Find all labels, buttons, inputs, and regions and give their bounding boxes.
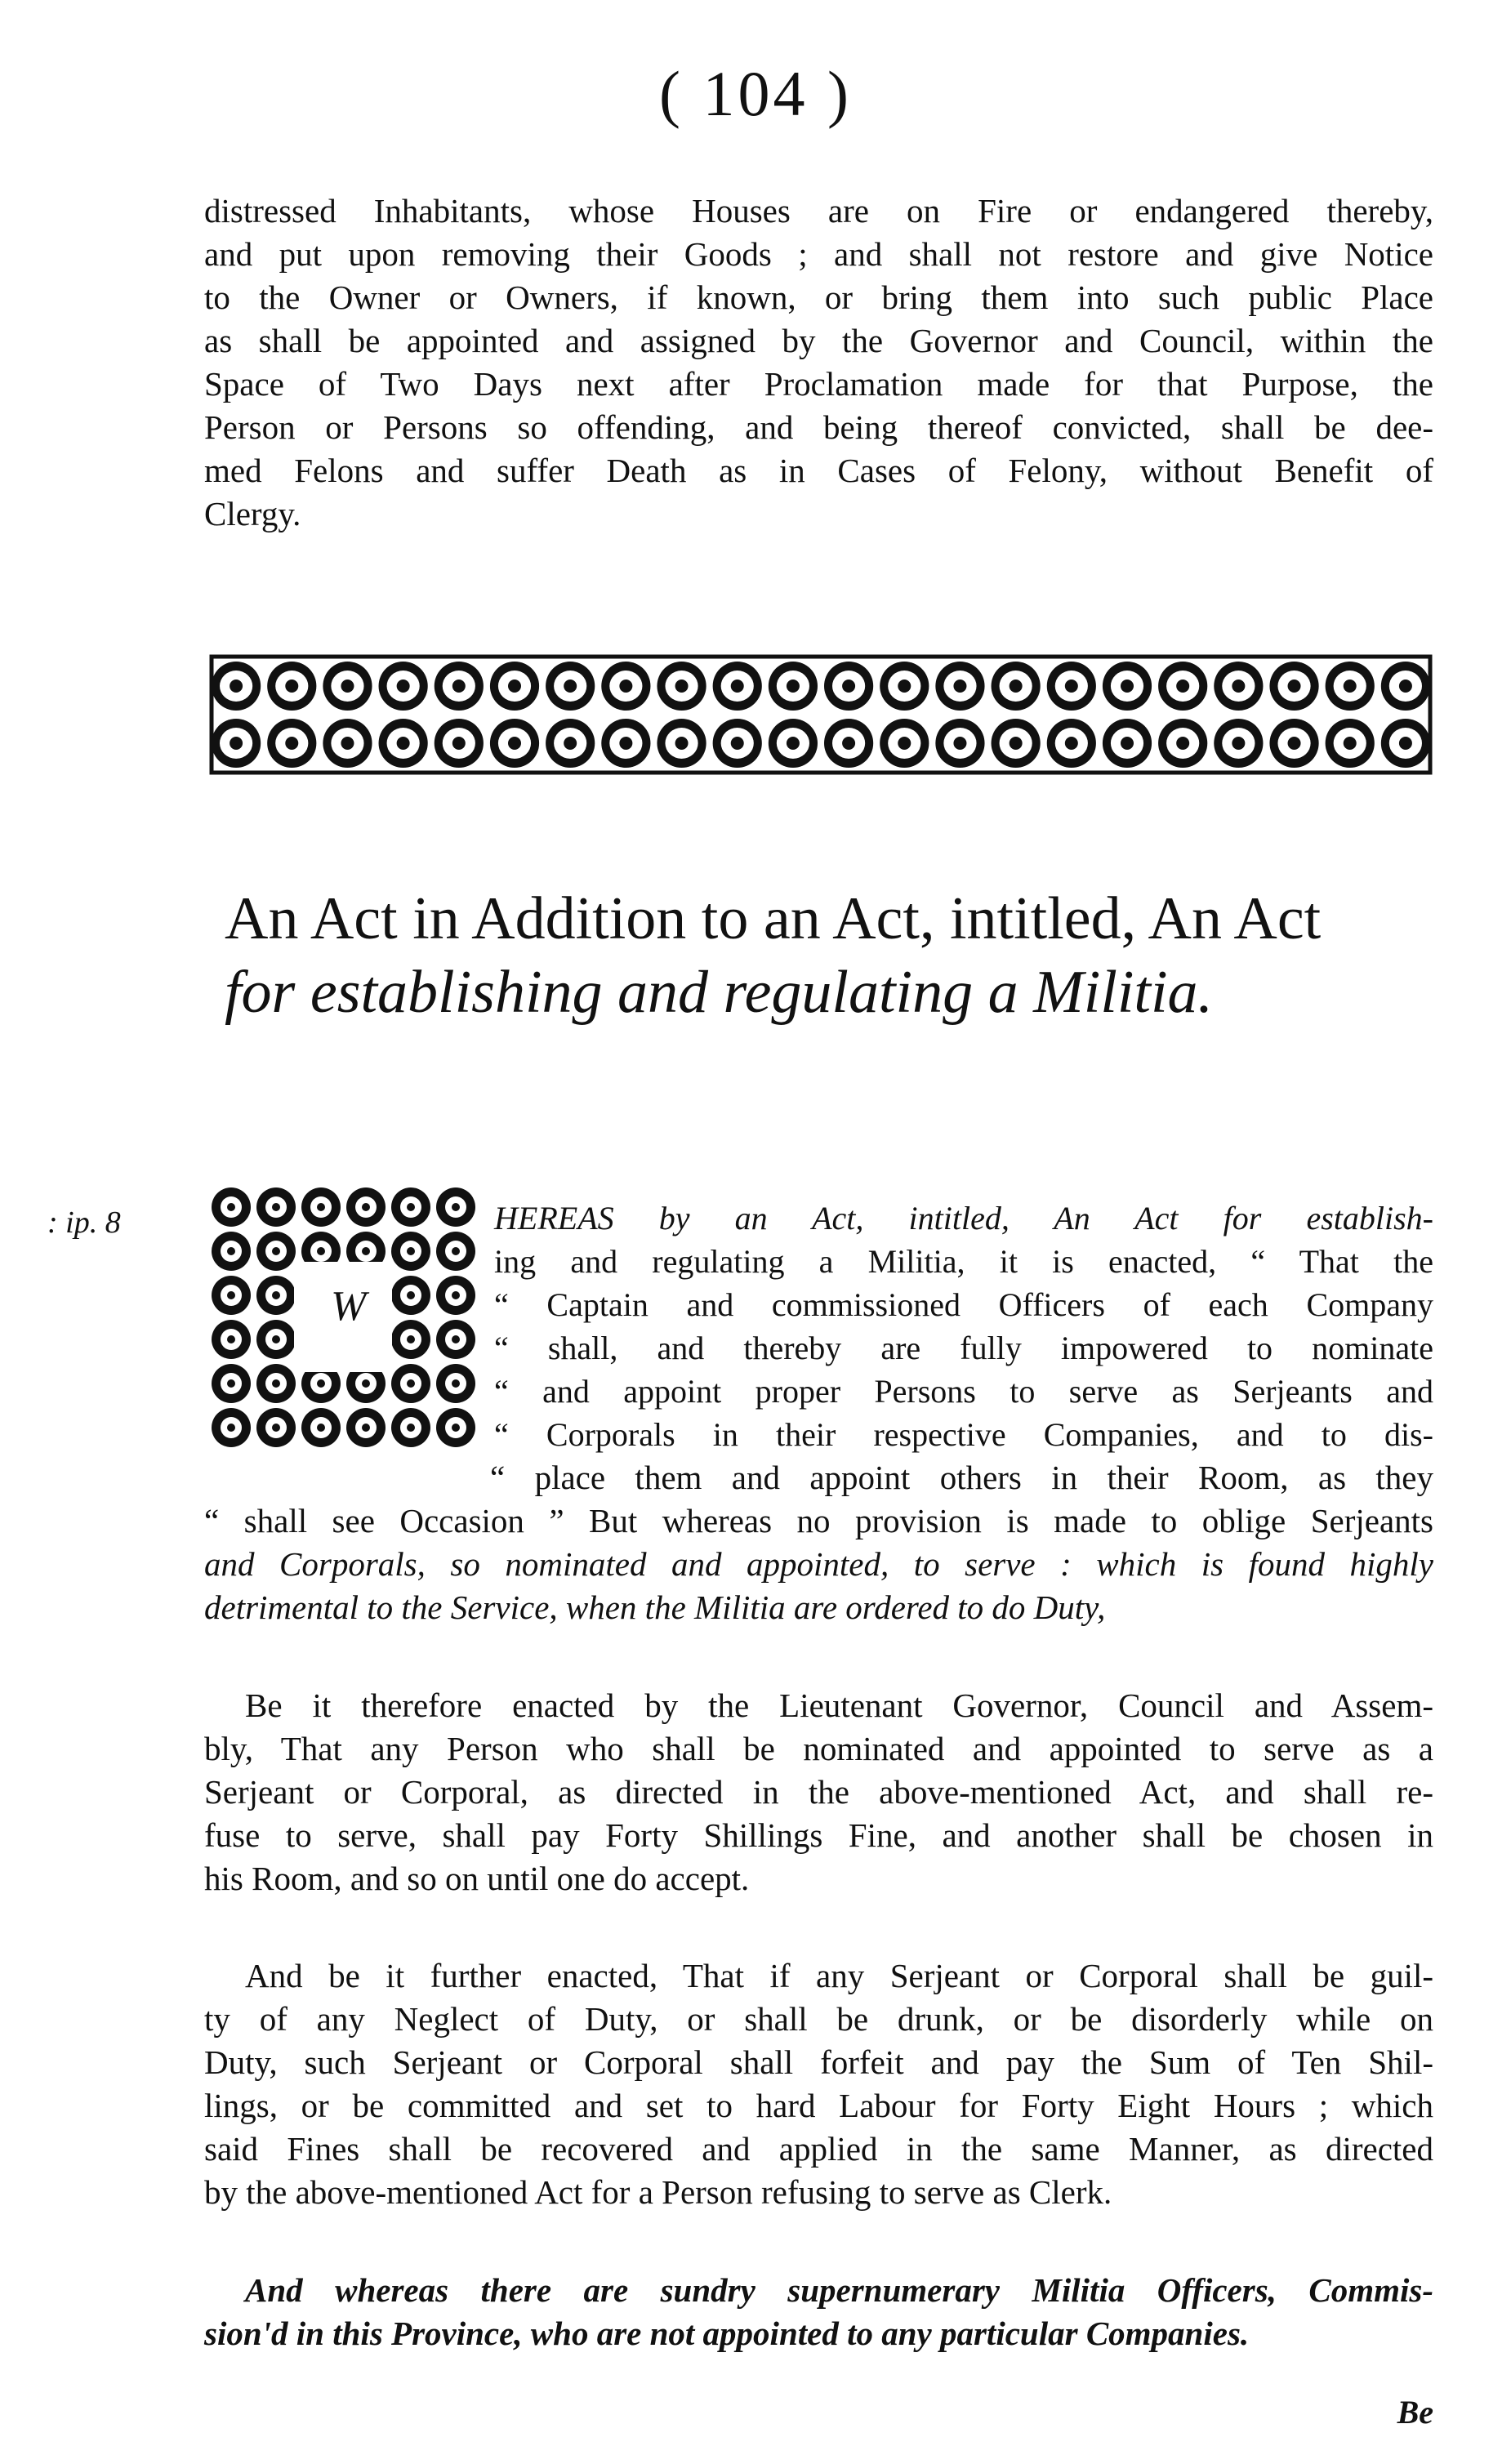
title-line-2: for establishing and regulating a Militia. [225,959,1214,1026]
text-line: “ place them and appoint others in their Room, as they [490,1459,1433,1496]
text-line: Be it therefore enacted by the Lieutenant Governor, Council and Assem- [245,1686,1433,1724]
text-line: said Fines shall be recovered and applied in the same Manner, as directed [204,2130,1433,2168]
text-line: “ and appoint proper Persons to serve as Serjeants and [494,1373,1433,1410]
ornamental-divider [208,653,1433,776]
text-line: And be it further enacted, That if any Serjeant or Corporal shall be guil- [245,1957,1433,1994]
text-line: fuse to serve, shall pay Forty Shillings Fine, and another shall be chosen in [204,1816,1433,1854]
text-line: sion'd in this Province, who are not appointed to any particular Companies. [204,2315,1250,2352]
text-line: to the Owner or Owners, if known, or bring them into such public Place [204,278,1433,316]
text-line: his Room, and so on until one do accept. [204,1860,750,1897]
text-line: Clergy. [204,495,301,532]
further-enacted-paragraph [204,1954,1433,2214]
text-line: Person or Persons so offending, and being thereof convicted, shall be dee- [204,408,1433,446]
title-line-1: An Act in Addition to an Act, intitled, An Act [225,885,1322,952]
page-number: ( 104 ) [659,58,852,129]
whereas-supernumerary-paragraph [204,2269,1433,2355]
text-line: by the above-mentioned Act for a Person refusing to serve as Clerk. [204,2173,1112,2211]
text-line: Space of Two Days next after Proclamation made for that Purpose, the [204,365,1433,403]
text-line: Serjeant or Corporal, as directed in the above-mentioned Act, and shall re- [204,1773,1433,1811]
text-line: Duty, such Serjeant or Corporal shall forfeit and pay the Sum of Ten Shil- [204,2043,1433,2081]
whereas-opening [494,1196,1433,1456]
text-line: ing and regulating a Militia, it is enacted, “ That the [494,1243,1433,1280]
text-line: and Corporals, so nominated and appointed, to serve : which is found highly [204,1545,1433,1583]
text-line: and put upon removing their Goods ; and shall not restore and give Notice [204,235,1433,273]
text-line: lings, or be committed and set to hard Labour for Forty Eight Hours ; which [204,2087,1433,2124]
text-line: “ Captain and commissioned Officers of each Company [494,1286,1433,1323]
text-line: detrimental to the Service, when the Militia are ordered to do Duty, [204,1588,1106,1626]
intro-paragraph [204,189,1433,536]
act-title [225,882,1433,1029]
text-line: as shall be appointed and assigned by the Governor and Council, within the [204,322,1433,359]
text-line: distressed Inhabitants, whose Houses are on Fire or endangered thereby, [204,192,1433,229]
text-line: “ Corporals in their respective Companies, and to dis- [494,1416,1433,1453]
text-line: “ shall see Occasion ” But whereas no provision is made to oblige Serjeants [204,1502,1433,1539]
margin-note: : ip. 8 [47,1205,121,1240]
whereas-continuation [204,1456,1433,1629]
text-line: HEREAS by an Act, intitled, An Act for establish- [494,1200,1433,1236]
text-line: And whereas there are sundry supernumerary Militia Officers, Commis- [245,2271,1433,2309]
drop-cap-letter: W [331,1283,367,1330]
enacting-paragraph [204,1684,1433,1900]
text-line: bly, That any Person who shall be nominated and appointed to serve as a [204,1730,1433,1767]
text-line: med Felons and suffer Death as in Cases of Felony, without Benefit of [204,452,1433,489]
text-line: “ shall, and thereby are fully impowered to nominate [494,1330,1433,1366]
text-line: ty of any Neglect of Duty, or shall be drunk, or be disorderly while on [204,2000,1433,2038]
catchword: Be [1397,2394,1433,2431]
